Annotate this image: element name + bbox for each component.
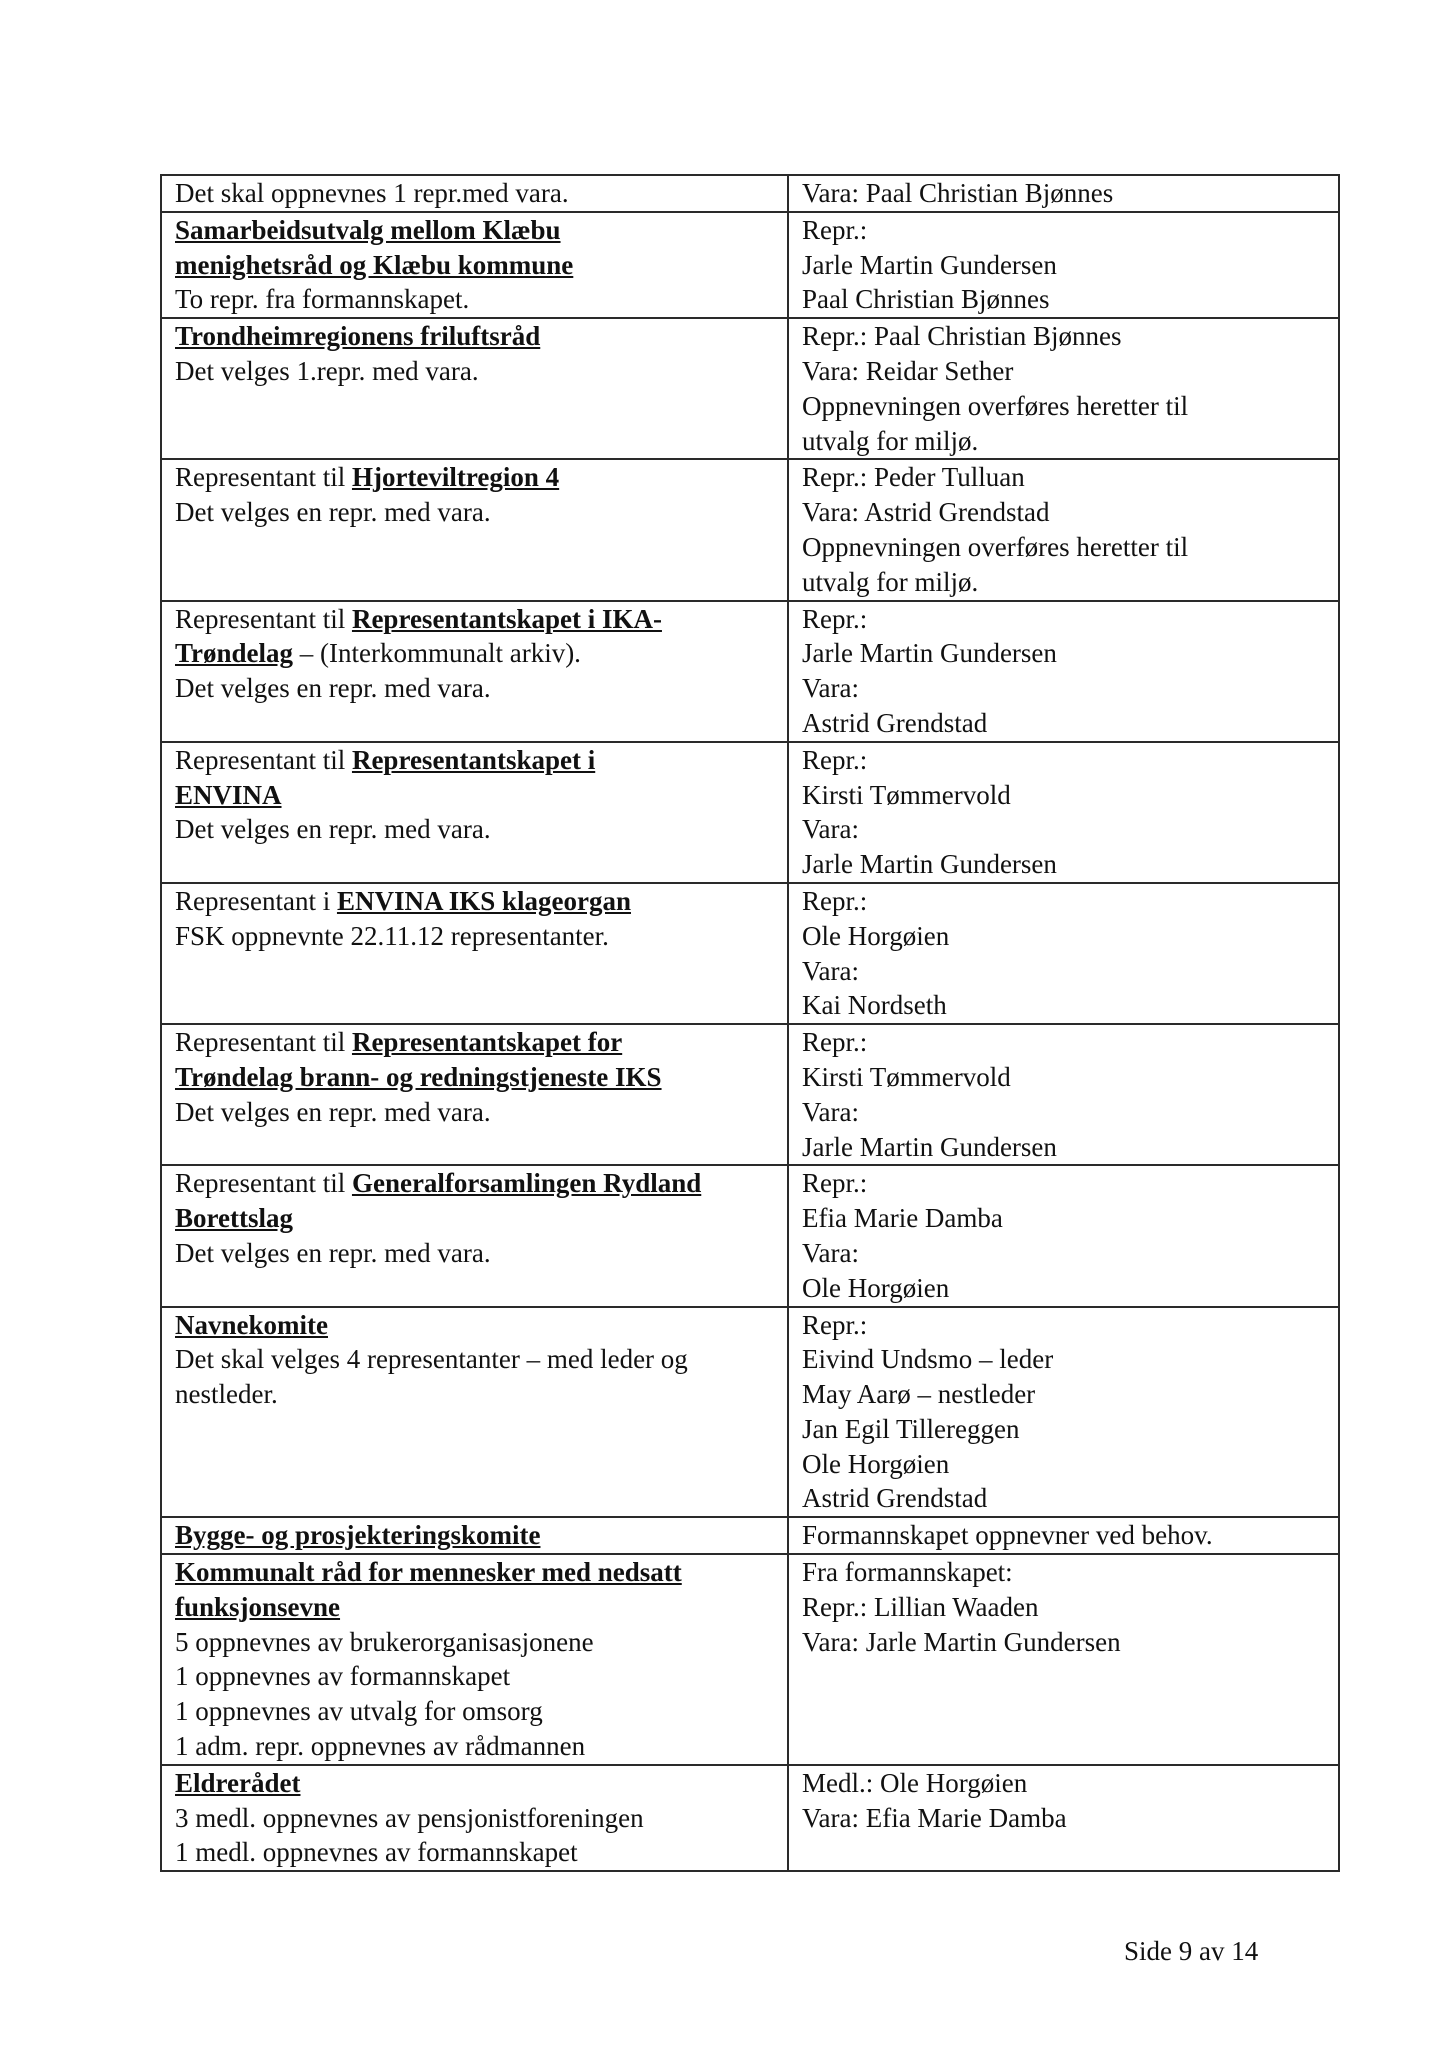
committee-line	[175, 1377, 775, 1412]
committee-cell	[161, 883, 788, 1024]
representatives-cell	[788, 883, 1339, 1024]
representative-line: Vara:	[802, 1096, 859, 1127]
committee-title: Generalforsamlingen Rydland	[351, 1168, 702, 1199]
committee-line	[175, 1060, 775, 1095]
committee-cell	[161, 601, 788, 742]
committee-line	[175, 743, 775, 778]
committee-line	[175, 1835, 775, 1870]
representatives-cell	[788, 1307, 1339, 1518]
committee-cell	[161, 1554, 788, 1765]
representative-line: Astrid Grendstad	[802, 707, 988, 738]
representative-line: Medl.: Ole Horgøien	[802, 1767, 1028, 1798]
committee-title: ENVINA	[175, 779, 282, 810]
table-row	[161, 1165, 1339, 1306]
committee-line	[175, 812, 775, 847]
representative-line: Repr.:	[802, 603, 868, 634]
committee-title: menighetsråd og Klæbu kommune	[175, 249, 574, 280]
table-row	[161, 1307, 1339, 1518]
committee-line	[175, 919, 775, 954]
representative-line: utvalg for miljø.	[802, 425, 979, 456]
table-row	[161, 318, 1339, 459]
representative-line: Vara: Astrid Grendstad	[802, 497, 1050, 528]
committee-text: 1 oppnevnes av formannskapet	[175, 1661, 511, 1692]
representative-line: Repr.:	[802, 1309, 868, 1340]
representative-line: Fra formannskapet:	[802, 1557, 1013, 1588]
committee-text: nestleder.	[175, 1379, 278, 1410]
representative-line: Paal Christian Bjønnes	[802, 284, 1050, 315]
appointments-table-body	[161, 175, 1339, 1871]
committee-title: Trondheimregionens friluftsråd	[175, 321, 541, 352]
committee-line	[175, 1342, 775, 1377]
representative-line: Jan Egil Tillereggen	[802, 1413, 1020, 1444]
committee-line	[175, 213, 775, 248]
committee-text: Det velges en repr. med vara.	[175, 1096, 491, 1127]
committee-title: Trøndelag brann- og redningstjeneste IKS	[175, 1061, 662, 1092]
representative-line: Vara: Jarle Martin Gundersen	[802, 1626, 1121, 1657]
table-row	[161, 175, 1339, 212]
appointments-table	[160, 174, 1340, 1872]
committee-text: 1 adm. repr. oppnevnes av rådmannen	[175, 1731, 586, 1762]
table-row	[161, 883, 1339, 1024]
committee-line	[175, 319, 775, 354]
committee-title: ENVINA IKS klageorgan	[336, 885, 631, 916]
committee-title: Representantskapet for	[351, 1027, 623, 1058]
representative-line: Astrid Grendstad	[802, 1483, 988, 1514]
committee-text: Representant til	[175, 603, 352, 634]
representative-line: Vara:	[802, 1237, 859, 1268]
committee-line	[175, 1025, 775, 1060]
committee-cell	[161, 175, 788, 212]
committee-cell	[161, 212, 788, 318]
representative-line: Oppnevningen overføres heretter til	[802, 531, 1189, 562]
committee-text: 1 medl. oppnevnes av formannskapet	[175, 1837, 578, 1868]
committee-line	[175, 1590, 775, 1625]
table-row	[161, 1765, 1339, 1871]
representative-line: Vara:	[802, 955, 859, 986]
representative-line: Kirsti Tømmervold	[802, 779, 1011, 810]
committee-cell	[161, 1024, 788, 1165]
committee-cell	[161, 1517, 788, 1554]
representative-line: Ole Horgøien	[802, 1448, 950, 1479]
committee-line	[175, 671, 775, 706]
representative-line: Repr.:	[802, 1168, 868, 1199]
committee-text: Det skal oppnevnes 1 repr.med vara.	[175, 178, 569, 208]
representative-line: Ole Horgøien	[802, 920, 950, 951]
committee-line	[175, 248, 775, 283]
committee-title: funksjonsevne	[175, 1591, 341, 1622]
committee-cell	[161, 1765, 788, 1871]
committee-cell	[161, 1165, 788, 1306]
committee-line	[175, 460, 775, 495]
representative-line: Repr.: Paal Christian Bjønnes	[802, 321, 1122, 352]
table-row	[161, 212, 1339, 318]
committee-text: 5 oppnevnes av brukerorganisasjonene	[175, 1626, 594, 1657]
committee-line	[175, 1308, 775, 1343]
table-row	[161, 1024, 1339, 1165]
committee-line	[175, 884, 775, 919]
representatives-cell	[788, 742, 1339, 883]
table-row	[161, 601, 1339, 742]
committee-line	[175, 495, 775, 530]
representative-line: Vara: Reidar Sether	[802, 355, 1014, 386]
committee-cell	[161, 459, 788, 600]
committee-line	[175, 1095, 775, 1130]
representatives-cell	[788, 212, 1339, 318]
committee-line	[175, 1694, 775, 1729]
committee-title: Bygge- og prosjekteringskomite	[175, 1520, 541, 1551]
representative-line: Repr.:	[802, 1027, 868, 1058]
committee-text: – (Interkommunalt arkiv).	[293, 638, 581, 669]
representative-line: Vara: Efia Marie Damba	[802, 1802, 1067, 1833]
committee-title: Representantskapet i IKA-	[351, 603, 662, 634]
representatives-cell	[788, 1165, 1339, 1306]
representative-line: Eivind Undsmo – leder	[802, 1344, 1054, 1375]
representative-line: Vara: Paal Christian Bjønnes	[802, 178, 1114, 208]
committee-cell	[161, 742, 788, 883]
table-row	[161, 1517, 1339, 1554]
representative-line: Repr.: Peder Tulluan	[802, 462, 1025, 493]
representative-line: Kai Nordseth	[802, 990, 947, 1021]
committee-text: To repr. fra formannskapet.	[175, 284, 470, 315]
representative-line: utvalg for miljø.	[802, 566, 979, 597]
representative-line: Vara:	[802, 673, 859, 704]
representatives-cell	[788, 601, 1339, 742]
committee-title: Trøndelag	[175, 638, 294, 669]
committee-line	[175, 1729, 775, 1764]
representative-line: Kirsti Tømmervold	[802, 1061, 1011, 1092]
committee-line	[175, 1766, 775, 1801]
committee-title: Hjorteviltregion 4	[351, 462, 560, 493]
committee-title: Eldrerådet	[175, 1767, 301, 1798]
committee-text: Det velges 1.repr. med vara.	[175, 355, 479, 386]
representative-line: Repr.:	[802, 744, 868, 775]
representatives-cell	[788, 1765, 1339, 1871]
committee-line	[175, 1236, 775, 1271]
representative-line: Formannskapet oppnevner ved behov.	[802, 1520, 1213, 1551]
representative-line: Repr.: Lillian Waaden	[802, 1591, 1039, 1622]
committee-line	[175, 282, 775, 317]
committee-text: 3 medl. oppnevnes av pensjonistforeningen	[175, 1802, 644, 1833]
committee-line	[175, 1166, 775, 1201]
committee-title: Samarbeidsutvalg mellom Klæbu	[175, 214, 561, 245]
representative-line: Oppnevningen overføres heretter til	[802, 390, 1189, 421]
representative-line: Jarle Martin Gundersen	[802, 638, 1057, 669]
representative-line: Jarle Martin Gundersen	[802, 849, 1057, 880]
committee-line	[175, 602, 775, 637]
committee-line	[175, 1555, 775, 1590]
committee-line	[175, 1201, 775, 1236]
representative-line: May Aarø – nestleder	[802, 1379, 1036, 1410]
representatives-cell	[788, 1554, 1339, 1765]
committee-text: Representant til	[175, 744, 352, 775]
representative-line: Ole Horgøien	[802, 1272, 950, 1303]
committee-line	[175, 1518, 775, 1553]
committee-line	[175, 1625, 775, 1660]
committee-cell	[161, 318, 788, 459]
table-row	[161, 742, 1339, 883]
representative-line: Jarle Martin Gundersen	[802, 249, 1057, 280]
representative-line: Repr.:	[802, 214, 868, 245]
committee-cell	[161, 1307, 788, 1518]
committee-title: Representantskapet i	[351, 744, 596, 775]
representatives-cell	[788, 1024, 1339, 1165]
committee-line	[175, 1801, 775, 1836]
committee-line	[175, 636, 775, 671]
table-row	[161, 459, 1339, 600]
table-row	[161, 1554, 1339, 1765]
committee-text: Det velges en repr. med vara.	[175, 673, 491, 704]
committee-line	[175, 354, 775, 389]
committee-line	[175, 778, 775, 813]
committee-text: Representant i	[175, 885, 337, 916]
committee-text: Representant til	[175, 1027, 352, 1058]
representative-line: Jarle Martin Gundersen	[802, 1131, 1057, 1162]
committee-text: Representant til	[175, 1168, 352, 1199]
representative-line: Repr.:	[802, 885, 868, 916]
committee-text: Representant til	[175, 462, 352, 493]
representative-line: Efia Marie Damba	[802, 1203, 1003, 1234]
committee-text: 1 oppnevnes av utvalg for omsorg	[175, 1696, 543, 1727]
representatives-cell	[788, 318, 1339, 459]
committee-title: Navnekomite	[175, 1309, 328, 1340]
committee-line	[175, 176, 775, 211]
committee-line	[175, 1659, 775, 1694]
page-number: Side 9 av 14	[1124, 1936, 1259, 1966]
committee-title: Borettslag	[175, 1203, 293, 1234]
representatives-cell	[788, 1517, 1339, 1554]
committee-text: Det velges en repr. med vara.	[175, 497, 491, 528]
representatives-cell	[788, 459, 1339, 600]
committee-text: Det skal velges 4 representanter – med leder og	[175, 1344, 688, 1375]
committee-text: Det velges en repr. med vara.	[175, 814, 491, 845]
representatives-cell	[788, 175, 1339, 212]
committee-text: FSK oppnevnte 22.11.12 representanter.	[175, 920, 609, 951]
committee-title: Kommunalt råd for mennesker med nedsatt	[175, 1557, 682, 1588]
committee-text: Det velges en repr. med vara.	[175, 1237, 491, 1268]
representative-line: Vara:	[802, 814, 859, 845]
